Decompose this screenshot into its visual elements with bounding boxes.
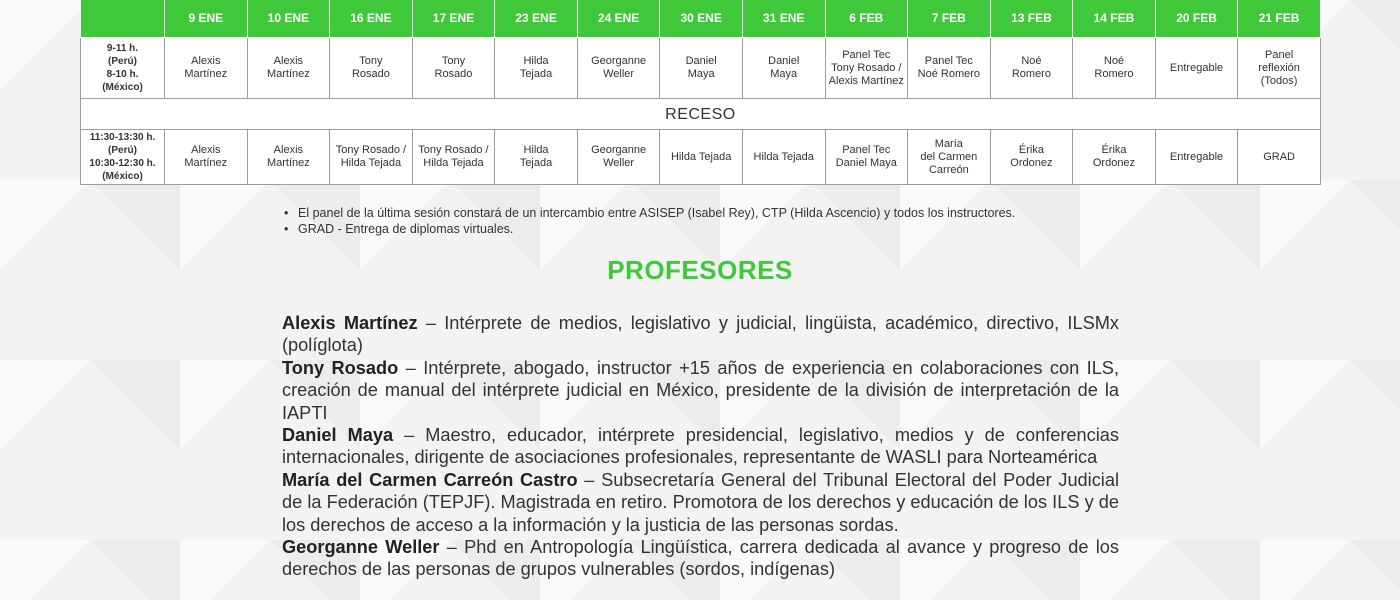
bullet-icon: • <box>284 222 289 236</box>
date-header: 16 ENE <box>330 0 413 38</box>
professor-bio <box>282 536 1119 581</box>
time-line: 9-11 h. <box>106 43 139 54</box>
cell-line: (Todos) <box>1260 74 1298 87</box>
cell-line: Hilda Tejada <box>753 150 814 163</box>
cell-line: Daniel Maya <box>835 157 897 169</box>
cell-line: Hilda <box>523 55 549 67</box>
header-corner-cell <box>81 0 165 38</box>
time-line: (México) <box>102 171 143 182</box>
cell-line: María <box>934 137 963 150</box>
cell-line: Alexis <box>191 55 221 67</box>
cell-line: Weller <box>603 157 635 169</box>
schedule-cell <box>247 130 330 185</box>
cell-line: Tejada <box>519 68 553 80</box>
date-header: 7 FEB <box>908 0 991 38</box>
cell-line: Martínez <box>184 157 228 169</box>
date-header: 23 ENE <box>495 0 578 38</box>
cell-line: reflexión <box>1258 61 1300 74</box>
schedule-header-row <box>81 0 1321 38</box>
cell-line: Entregable <box>1169 150 1224 163</box>
cell-line: Noé <box>1103 55 1125 67</box>
cell-line: Maya <box>770 68 798 80</box>
date-header: 24 ENE <box>577 0 660 38</box>
schedule-cell <box>165 38 248 99</box>
cell-line: Panel Tec <box>842 144 891 156</box>
session1-time-cell <box>81 38 165 99</box>
date-header: 21 FEB <box>1238 0 1321 38</box>
professors-list <box>282 312 1119 581</box>
cell-line: Hilda Tejada <box>423 157 484 169</box>
cell-line: Ordonez <box>1010 157 1053 169</box>
time-line: 8-10 h. <box>106 69 139 80</box>
schedule-cell <box>1155 38 1238 99</box>
schedule-cell <box>1073 38 1156 99</box>
professor-bio <box>282 424 1119 469</box>
professors-title: PROFESORES <box>607 255 793 285</box>
cell-line: Martínez <box>266 68 310 80</box>
schedule-cell <box>165 130 248 185</box>
cell-line: Ordonez <box>1092 157 1136 169</box>
time-line: (Perú) <box>108 145 137 156</box>
schedule-cell <box>1155 130 1238 185</box>
professor-desc: – Intérprete de medios, legislativo y judicial, lingüista, académico, directivo, ILSMx (políglota) <box>282 313 1119 356</box>
cell-line: Hilda Tejada <box>670 150 732 163</box>
time-line: 11:30-13:30 h. <box>89 132 156 143</box>
schedule-cell <box>412 130 495 185</box>
bullet-icon: • <box>284 206 289 220</box>
cell-line: Tejada <box>519 157 553 169</box>
schedule-cell <box>412 38 495 99</box>
cell-line: Rosado <box>434 68 473 80</box>
cell-line: Rosado <box>351 68 390 80</box>
schedule-table <box>80 0 1321 185</box>
schedule-cell <box>660 130 743 185</box>
cell-line: Maya <box>687 68 715 80</box>
cell-line: Tony Rosado / <box>335 144 407 156</box>
schedule-cell <box>577 130 660 185</box>
professor-desc: – Intérprete, abogado, instructor +15 años de experiencia en colaboraciones con ILS, creación de manual del intérprete judicial en México, presidente de la división de interpretación de la IAPTI <box>282 357 1119 423</box>
schedule-cell <box>495 130 578 185</box>
note-item <box>284 221 1015 237</box>
schedule-cell <box>825 130 908 185</box>
schedule-cell <box>577 38 660 99</box>
cell-line: Alexis <box>273 55 304 67</box>
cell-line: Hilda <box>523 144 549 156</box>
break-row <box>81 99 1321 130</box>
cell-line: Carreón <box>928 163 969 176</box>
cell-line: Weller <box>603 68 635 80</box>
cell-line: Alexis Martínez <box>828 74 904 87</box>
time-line: (Perú) <box>108 56 137 67</box>
cell-line: Romero <box>1011 68 1051 80</box>
date-header: 14 FEB <box>1073 0 1156 38</box>
time-line: (México) <box>102 82 143 93</box>
cell-line: Entregable <box>1169 61 1224 74</box>
professor-bio <box>282 469 1119 536</box>
schedule-cell <box>1073 130 1156 185</box>
schedule-cell <box>742 38 825 99</box>
date-header: 17 ENE <box>412 0 495 38</box>
cell-line: Noé <box>1021 55 1042 67</box>
cell-line: Daniel <box>685 55 717 67</box>
cell-line: Érika <box>1018 144 1044 156</box>
schedule-cell <box>330 130 413 185</box>
date-header: 20 FEB <box>1155 0 1238 38</box>
schedule-cell <box>825 38 908 99</box>
schedule-cell <box>1238 130 1321 185</box>
professor-name: Alexis Martínez <box>282 313 418 333</box>
schedule-cell <box>247 38 330 99</box>
cell-line: Tony Rosado / <box>831 61 902 74</box>
professor-desc: – Phd en Antropología Lingüística, carrera dedicada al avance y progreso de los derechos de las personas de grupos vulnerables (sordos, indígenas) <box>282 537 1119 580</box>
cell-line: Tony <box>359 55 383 67</box>
date-header: 13 FEB <box>990 0 1073 38</box>
note-text: GRAD - Entrega de diplomas virtuales. <box>298 222 514 236</box>
cell-line: Panel <box>1265 48 1294 61</box>
break-label: RECESO <box>81 99 1321 130</box>
note-text: El panel de la última sesión constará de un intercambio entre ASISEP (Isabel Rey), CTP (Hilda Ascencio) y todos los instructores. <box>298 206 1016 220</box>
cell-line: Georganne <box>591 55 647 67</box>
date-header: 10 ENE <box>247 0 330 38</box>
cell-line: Georganne <box>591 144 647 156</box>
cell-line: Alexis <box>273 144 304 156</box>
professor-name: Tony Rosado <box>282 357 399 378</box>
professor-name: Georganne Weller <box>282 537 440 558</box>
cell-line: Panel Tec <box>924 55 973 67</box>
cell-line: GRAD <box>1263 150 1295 163</box>
date-header: 30 ENE <box>660 0 743 38</box>
date-header: 6 FEB <box>825 0 908 38</box>
cell-line: Martínez <box>266 157 310 169</box>
schedule-cell <box>908 130 991 185</box>
date-header: 9 ENE <box>165 0 248 38</box>
cell-line: Noé Romero <box>917 68 981 80</box>
cell-line: Érika <box>1101 144 1127 156</box>
schedule-cell <box>990 130 1073 185</box>
schedule-cell <box>495 38 578 99</box>
cell-line: Hilda Tejada <box>340 157 402 169</box>
schedule-cell <box>1238 38 1321 99</box>
cell-line: Martínez <box>184 68 228 80</box>
professor-bio <box>282 357 1119 424</box>
professor-bio <box>282 312 1119 357</box>
time-line: 10:30-12:30 h. <box>89 158 156 169</box>
professor-name: María del Carmen Carreón Castro <box>282 469 578 490</box>
schedule-cell <box>660 38 743 99</box>
session2-row <box>81 130 1321 185</box>
cell-line: del Carmen <box>920 150 978 163</box>
schedule-notes <box>284 205 1015 237</box>
cell-line: Panel Tec <box>842 48 891 61</box>
schedule-cell <box>990 38 1073 99</box>
session1-row <box>81 38 1321 99</box>
cell-line: Daniel <box>768 55 800 67</box>
note-item <box>284 205 1015 221</box>
schedule-cell <box>908 38 991 99</box>
professor-desc: – Maestro, educador, intérprete presidencial, legislativo, medios y de conferencias internacionales, dirigente de asociaciones profesionales, representante de WASLI para Norteamérica <box>282 425 1119 468</box>
cell-line: Tony <box>441 55 466 67</box>
cell-line: Tony Rosado / <box>418 144 489 156</box>
schedule-cell <box>742 130 825 185</box>
cell-line: Romero <box>1094 68 1134 80</box>
professor-name: Daniel Maya <box>282 425 394 446</box>
date-header: 31 ENE <box>742 0 825 38</box>
session2-time-cell <box>81 130 165 185</box>
professor-desc: – Subsecretaría General del Tribunal Electoral del Poder Judicial de la Federación (TEPJF). Magistrada en retiro. Promotora de los derechos y educación de los ILS y de los derechos de acceso a la información y la justicia de las personas sordas. <box>282 469 1120 535</box>
schedule-cell <box>330 38 413 99</box>
cell-line: Alexis <box>191 144 221 156</box>
